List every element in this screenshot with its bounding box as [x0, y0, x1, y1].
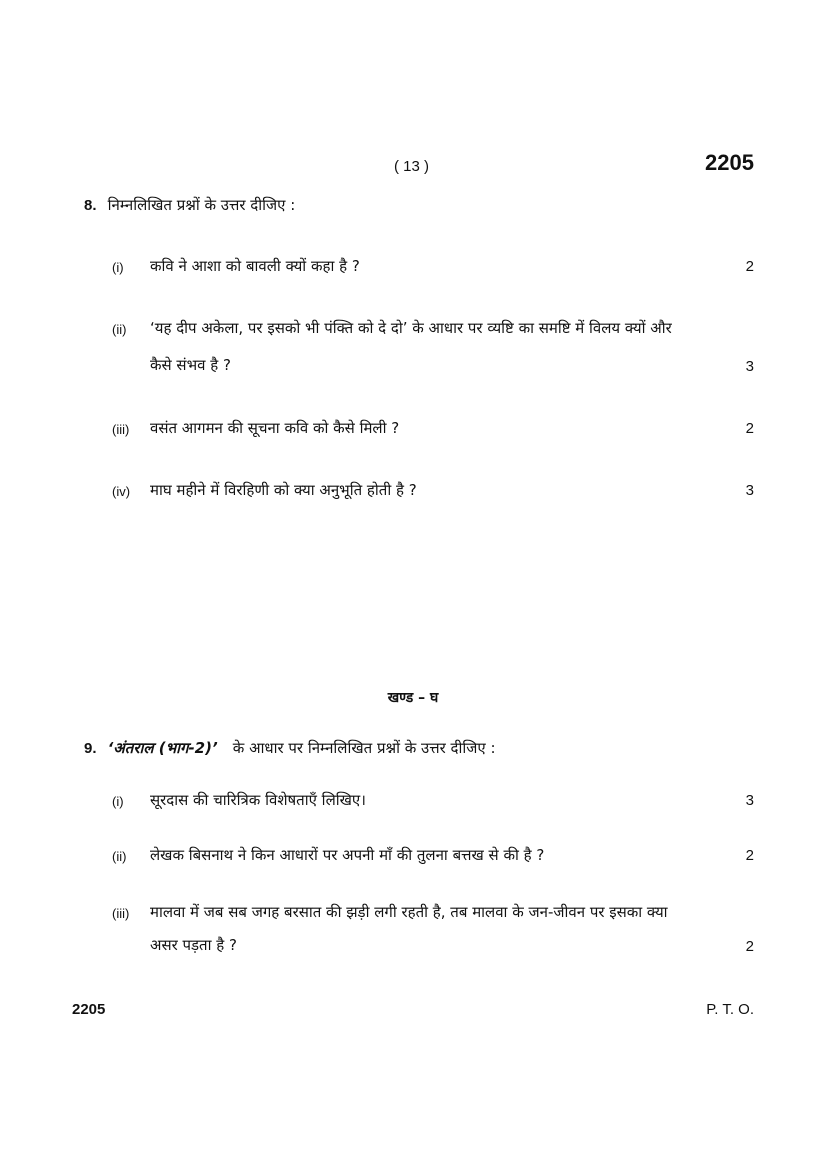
paper-code-footer: 2205	[72, 1001, 106, 1018]
item-text: सूरदास की चारित्रिक विशेषताएँ लिखिए।	[150, 791, 366, 809]
paper-code-header: 2205	[705, 150, 754, 175]
section-heading: खण्ड – घ	[387, 690, 439, 706]
item-text: माघ महीने में विरहिणी को क्या अनुभूति होती है ?	[150, 481, 417, 499]
item-label: (iii)	[112, 422, 130, 437]
item-label: (iii)	[112, 906, 130, 921]
question-number: 9.	[84, 740, 97, 757]
item-marks: 3	[745, 482, 754, 499]
item-marks: 3	[745, 358, 754, 375]
question-8	[84, 195, 295, 215]
question-number: 8.	[84, 197, 97, 214]
item-label: (iv)	[112, 484, 131, 499]
item-text-cont: कैसे संभव है ?	[150, 356, 231, 374]
item-marks: 2	[745, 420, 754, 437]
item-text: ‘यह दीप अकेला, पर इसको भी पंक्ति को दे दो’ के आधार पर व्यष्टि का समष्टि में विलय क्यों और	[150, 319, 672, 337]
question-prompt: के आधार पर निम्नलिखित प्रश्नों के उत्तर दीजिए :	[232, 739, 496, 757]
item-text: लेखक बिसनाथ ने किन आधारों पर अपनी माँ की तुलना बत्तख से की है ?	[150, 846, 545, 864]
item-label: (ii)	[112, 849, 127, 864]
question-prompt: निम्नलिखित प्रश्नों के उत्तर दीजिए :	[107, 196, 296, 214]
item-marks: 2	[745, 258, 754, 275]
question-9	[84, 738, 496, 758]
item-marks: 2	[745, 938, 754, 955]
item-text: मालवा में जब सब जगह बरसात की झड़ी लगी रहती है, तब मालवा के जन-जीवन पर इसका क्या	[150, 903, 668, 921]
item-text: वसंत आगमन की सूचना कवि को कैसे मिली ?	[150, 419, 400, 437]
item-marks: 3	[745, 792, 754, 809]
item-text: कवि ने आशा को बावली क्यों कहा है ?	[150, 257, 360, 275]
item-label: (i)	[112, 794, 124, 809]
item-label: (ii)	[112, 322, 127, 337]
item-label: (i)	[112, 260, 124, 275]
item-marks: 2	[745, 847, 754, 864]
book-title: ‘अंतराल (भाग-2)’	[107, 739, 218, 757]
item-text-cont: असर पड़ता है ?	[150, 936, 237, 954]
page-number: ( 13 )	[394, 158, 430, 175]
pto-label: P. T. O.	[706, 1001, 754, 1018]
